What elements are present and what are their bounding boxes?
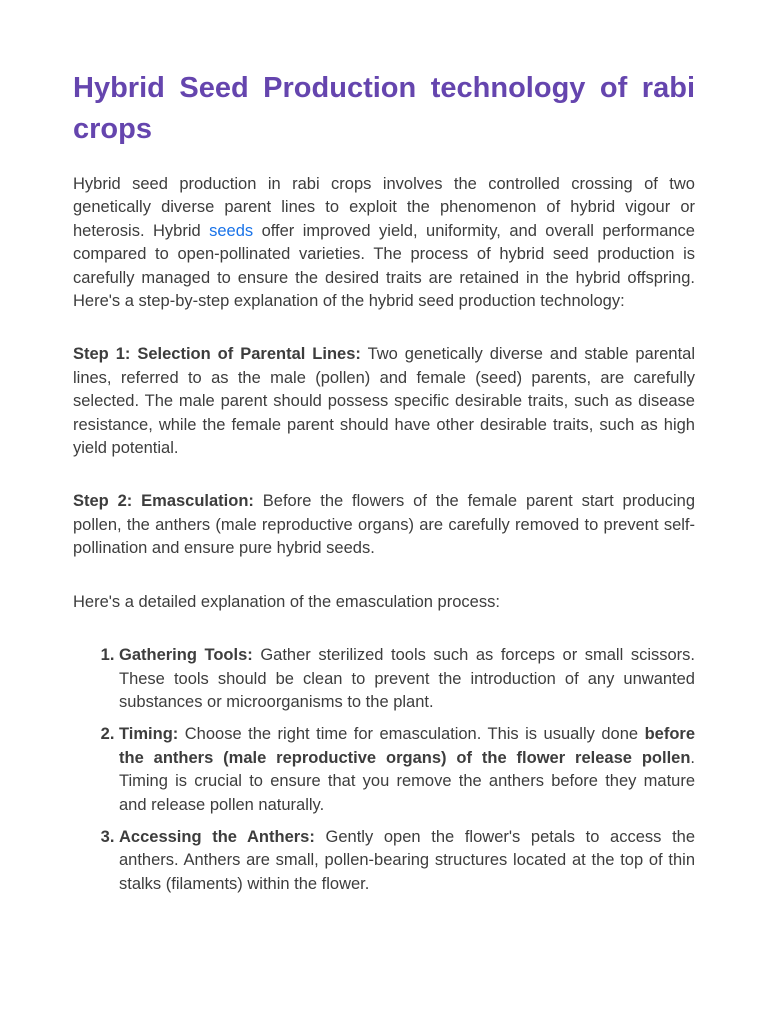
seeds-link[interactable]: seeds [209, 221, 254, 240]
list-item-heading: Accessing the Anthers: [119, 827, 315, 846]
step-2-text: Before the flowers of the female parent start producing pollen, the anthers (male reproductive organs) are carefully removed to prevent self-pollination and ensure pure hybrid seeds. [73, 492, 696, 558]
intro-paragraph [73, 173, 695, 313]
list-item-text-after: . Timing is crucial to ensure that you remove the anthers before they mature and release pollen naturally. [119, 748, 695, 814]
step-1-text: Two genetically diverse and stable parental lines, referred to as the male (pollen) and female (seed) parents, are carefully selected. The male parent should possess specific desirable traits, such as disease resistance, while the female parent should have other desirable traits, such as high yield potential. [73, 345, 696, 458]
step-1-heading: Step 1: Selection of Parental Lines: [73, 345, 361, 364]
step-2-heading: Step 2: Emasculation: [73, 492, 254, 511]
emasculation-steps-list [73, 644, 695, 896]
emasculation-intro: Here's a detailed explanation of the emasculation process: [73, 592, 500, 611]
document-page [73, 68, 695, 905]
intro-text-before-link: Hybrid seed production in rabi crops involves the controlled crossing of two genetically diverse parent lines to exploit the phenomenon of hybrid vigour or heterosis. Hybrid [73, 175, 695, 240]
list-item [119, 723, 695, 817]
step-2-paragraph [73, 490, 695, 560]
list-item-text: Gather sterilized tools such as forceps or small scissors. These tools should be clean to prevent the introduction of any unwanted substances or microorganisms to the plant. [119, 646, 695, 711]
list-item [119, 644, 695, 714]
list-item-bold-text: before the anthers (male reproductive organs) of the flower release pollen [119, 725, 695, 767]
list-item-text: Gently open the flower's petals to access the anthers. Anthers are small, pollen-bearing structures located at the top of thin stalks (filaments) within the flower. [119, 827, 696, 893]
step-1-paragraph [73, 343, 695, 460]
list-item-text: Choose the right time for emasculation. This is usually done [178, 725, 645, 744]
list-item-heading: Timing: [119, 725, 179, 744]
list-item [119, 826, 695, 896]
page-title: Hybrid Seed Production technology of rabi crops [73, 72, 695, 145]
list-item-heading: Gathering Tools: [119, 646, 253, 665]
intro-text-after-link: offer improved yield, uniformity, and overall performance compared to open-pollinated varieties. The process of hybrid seed production is carefully managed to ensure the desired traits are retained in the hybrid offspring. Here's a step-by-step explanation of the hybrid seed production technology: [73, 221, 695, 311]
